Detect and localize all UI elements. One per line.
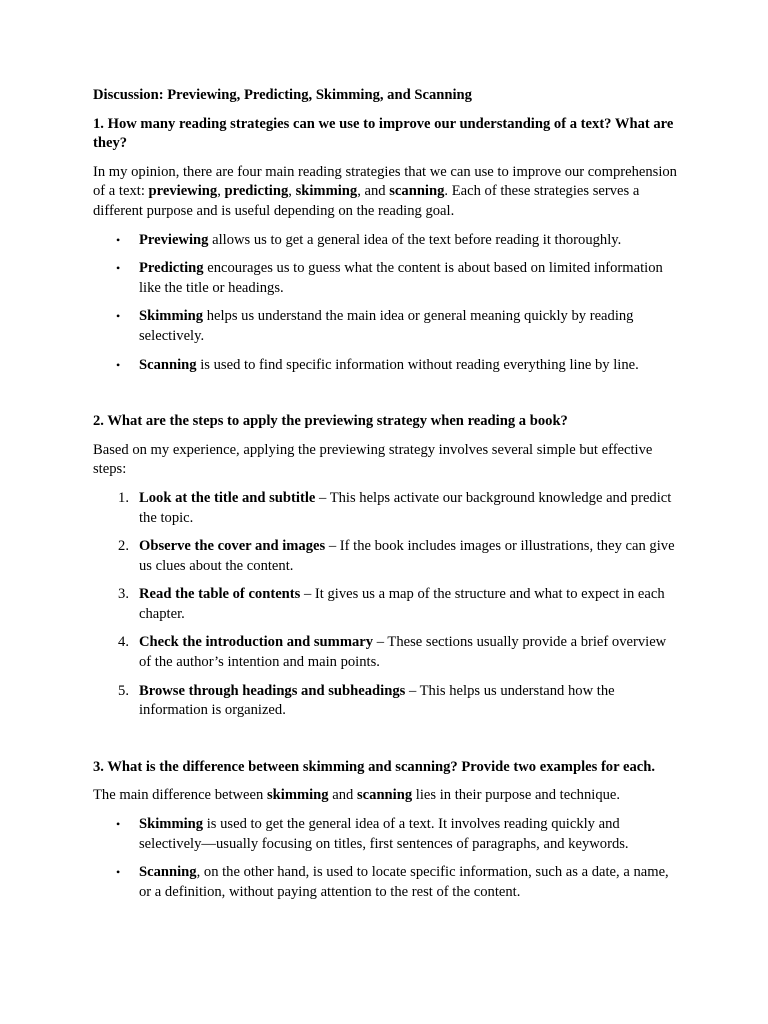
list-item — [93, 231, 678, 251]
list-item — [93, 633, 678, 672]
document-title: Discussion: Previewing, Predicting, Skimming, and Scanning — [93, 87, 472, 103]
q1-intro-bold-previewing: previewing — [148, 183, 218, 200]
list-item-term: Scanning — [139, 356, 197, 373]
step-text: – This helps us understand how the information is organized. — [139, 682, 615, 719]
list-item — [93, 537, 678, 576]
list-item-text: is used to find specific information without reading everything line by line. — [196, 356, 639, 373]
bullet-icon: • — [116, 817, 121, 832]
list-item-term: Skimming — [139, 308, 204, 325]
list-item-text: helps us understand the main idea or general meaning quickly by reading selectively. — [139, 308, 634, 344]
step-number: 3. — [118, 586, 129, 603]
list-item — [93, 489, 678, 528]
q3-intro-text-1: The main difference between — [93, 787, 267, 804]
q3-intro-text-2: and — [328, 787, 357, 804]
q1-strategy-list — [93, 231, 678, 376]
step-term: Check the introduction and summary — [139, 634, 374, 651]
q1-intro-text-3: , — [288, 183, 296, 200]
q3-intro-paragraph — [93, 786, 678, 806]
list-item-text: , on the other hand, is used to locate specific information, such as a date, a name, or a definition, without paying attention to the rest of the content. — [139, 864, 669, 900]
bullet-icon: • — [116, 357, 121, 372]
q1-intro-text-5: . Each of these strategies serves a different purpose and is useful depending on the reading goal. — [93, 183, 640, 219]
q3-intro-bold-skimming: skimming — [266, 787, 329, 804]
q1-intro-text-2: , — [217, 183, 225, 200]
list-item-text: is used to get the general idea of a text. It involves reading quickly and selectively—usually focusing on titles, first sentences of paragraphs, and keywords. — [139, 816, 629, 852]
step-number: 2. — [118, 538, 129, 555]
q1-intro-text-1: In my opinion, there are four main reading strategies that we can use to improve our comprehension of a text: — [93, 163, 677, 200]
q1-intro-paragraph — [93, 163, 678, 222]
list-item-term: Skimming — [139, 816, 204, 833]
list-item-text: encourages us to guess what the content is about based on limited information like the title or headings. — [139, 260, 663, 296]
step-text: – These sections usually provide a brief overview of the author’s intention and main points. — [139, 634, 667, 671]
list-item-term: Predicting — [139, 260, 204, 277]
list-item — [93, 682, 678, 721]
list-item — [93, 863, 678, 902]
step-text: – It gives us a map of the structure and what to expect in each chapter. — [139, 586, 665, 622]
bullet-icon: • — [116, 309, 121, 324]
q3-intro-bold-scanning: scanning — [356, 787, 413, 804]
question-2: 2. What are the steps to apply the previewing strategy when reading a book? — [93, 413, 568, 430]
step-number: 4. — [118, 634, 129, 651]
q1-intro-bold-scanning: scanning — [389, 183, 445, 200]
list-item-term: Scanning — [139, 864, 197, 881]
section-spacer — [93, 384, 678, 412]
step-number: 1. — [118, 489, 129, 506]
question-3: 3. What is the difference between skimming and scanning? Provide two examples for each. — [93, 758, 655, 775]
document-page — [93, 86, 678, 911]
q1-intro-bold-skimming: skimming — [295, 183, 358, 200]
bullet-icon: • — [116, 865, 121, 880]
step-text: – If the book includes images or illustrations, they can give us clues about the content. — [139, 538, 675, 574]
step-text: – This helps activate our background knowledge and predict the topic. — [139, 489, 672, 526]
step-term: Observe the cover and images — [139, 538, 326, 555]
q2-intro-paragraph: Based on my experience, applying the previewing strategy involves several simple but effective steps: — [93, 441, 653, 478]
q1-intro-bold-predicting: predicting — [224, 183, 289, 200]
section-spacer — [93, 730, 678, 758]
list-item — [93, 259, 678, 298]
q3-intro-text-3: lies in their purpose and technique. — [412, 787, 621, 804]
step-number: 5. — [118, 682, 129, 699]
list-item-text: allows us to get a general idea of the text before reading it thoroughly. — [208, 231, 622, 248]
list-item — [93, 585, 678, 624]
q3-difference-list — [93, 815, 678, 902]
bullet-icon: • — [116, 261, 121, 276]
list-item — [93, 356, 678, 376]
step-term: Browse through headings and subheadings — [139, 682, 406, 699]
list-item — [93, 307, 678, 346]
step-term: Look at the title and subtitle — [139, 489, 316, 506]
list-item — [93, 815, 678, 854]
list-item-term: Previewing — [139, 231, 209, 248]
bullet-icon: • — [116, 232, 121, 247]
q1-intro-text-4: , and — [357, 183, 390, 200]
q2-steps-list — [93, 489, 678, 721]
step-term: Read the table of contents — [139, 586, 301, 603]
question-1: 1. How many reading strategies can we use to improve our understanding of a text? What are they? — [93, 115, 674, 152]
